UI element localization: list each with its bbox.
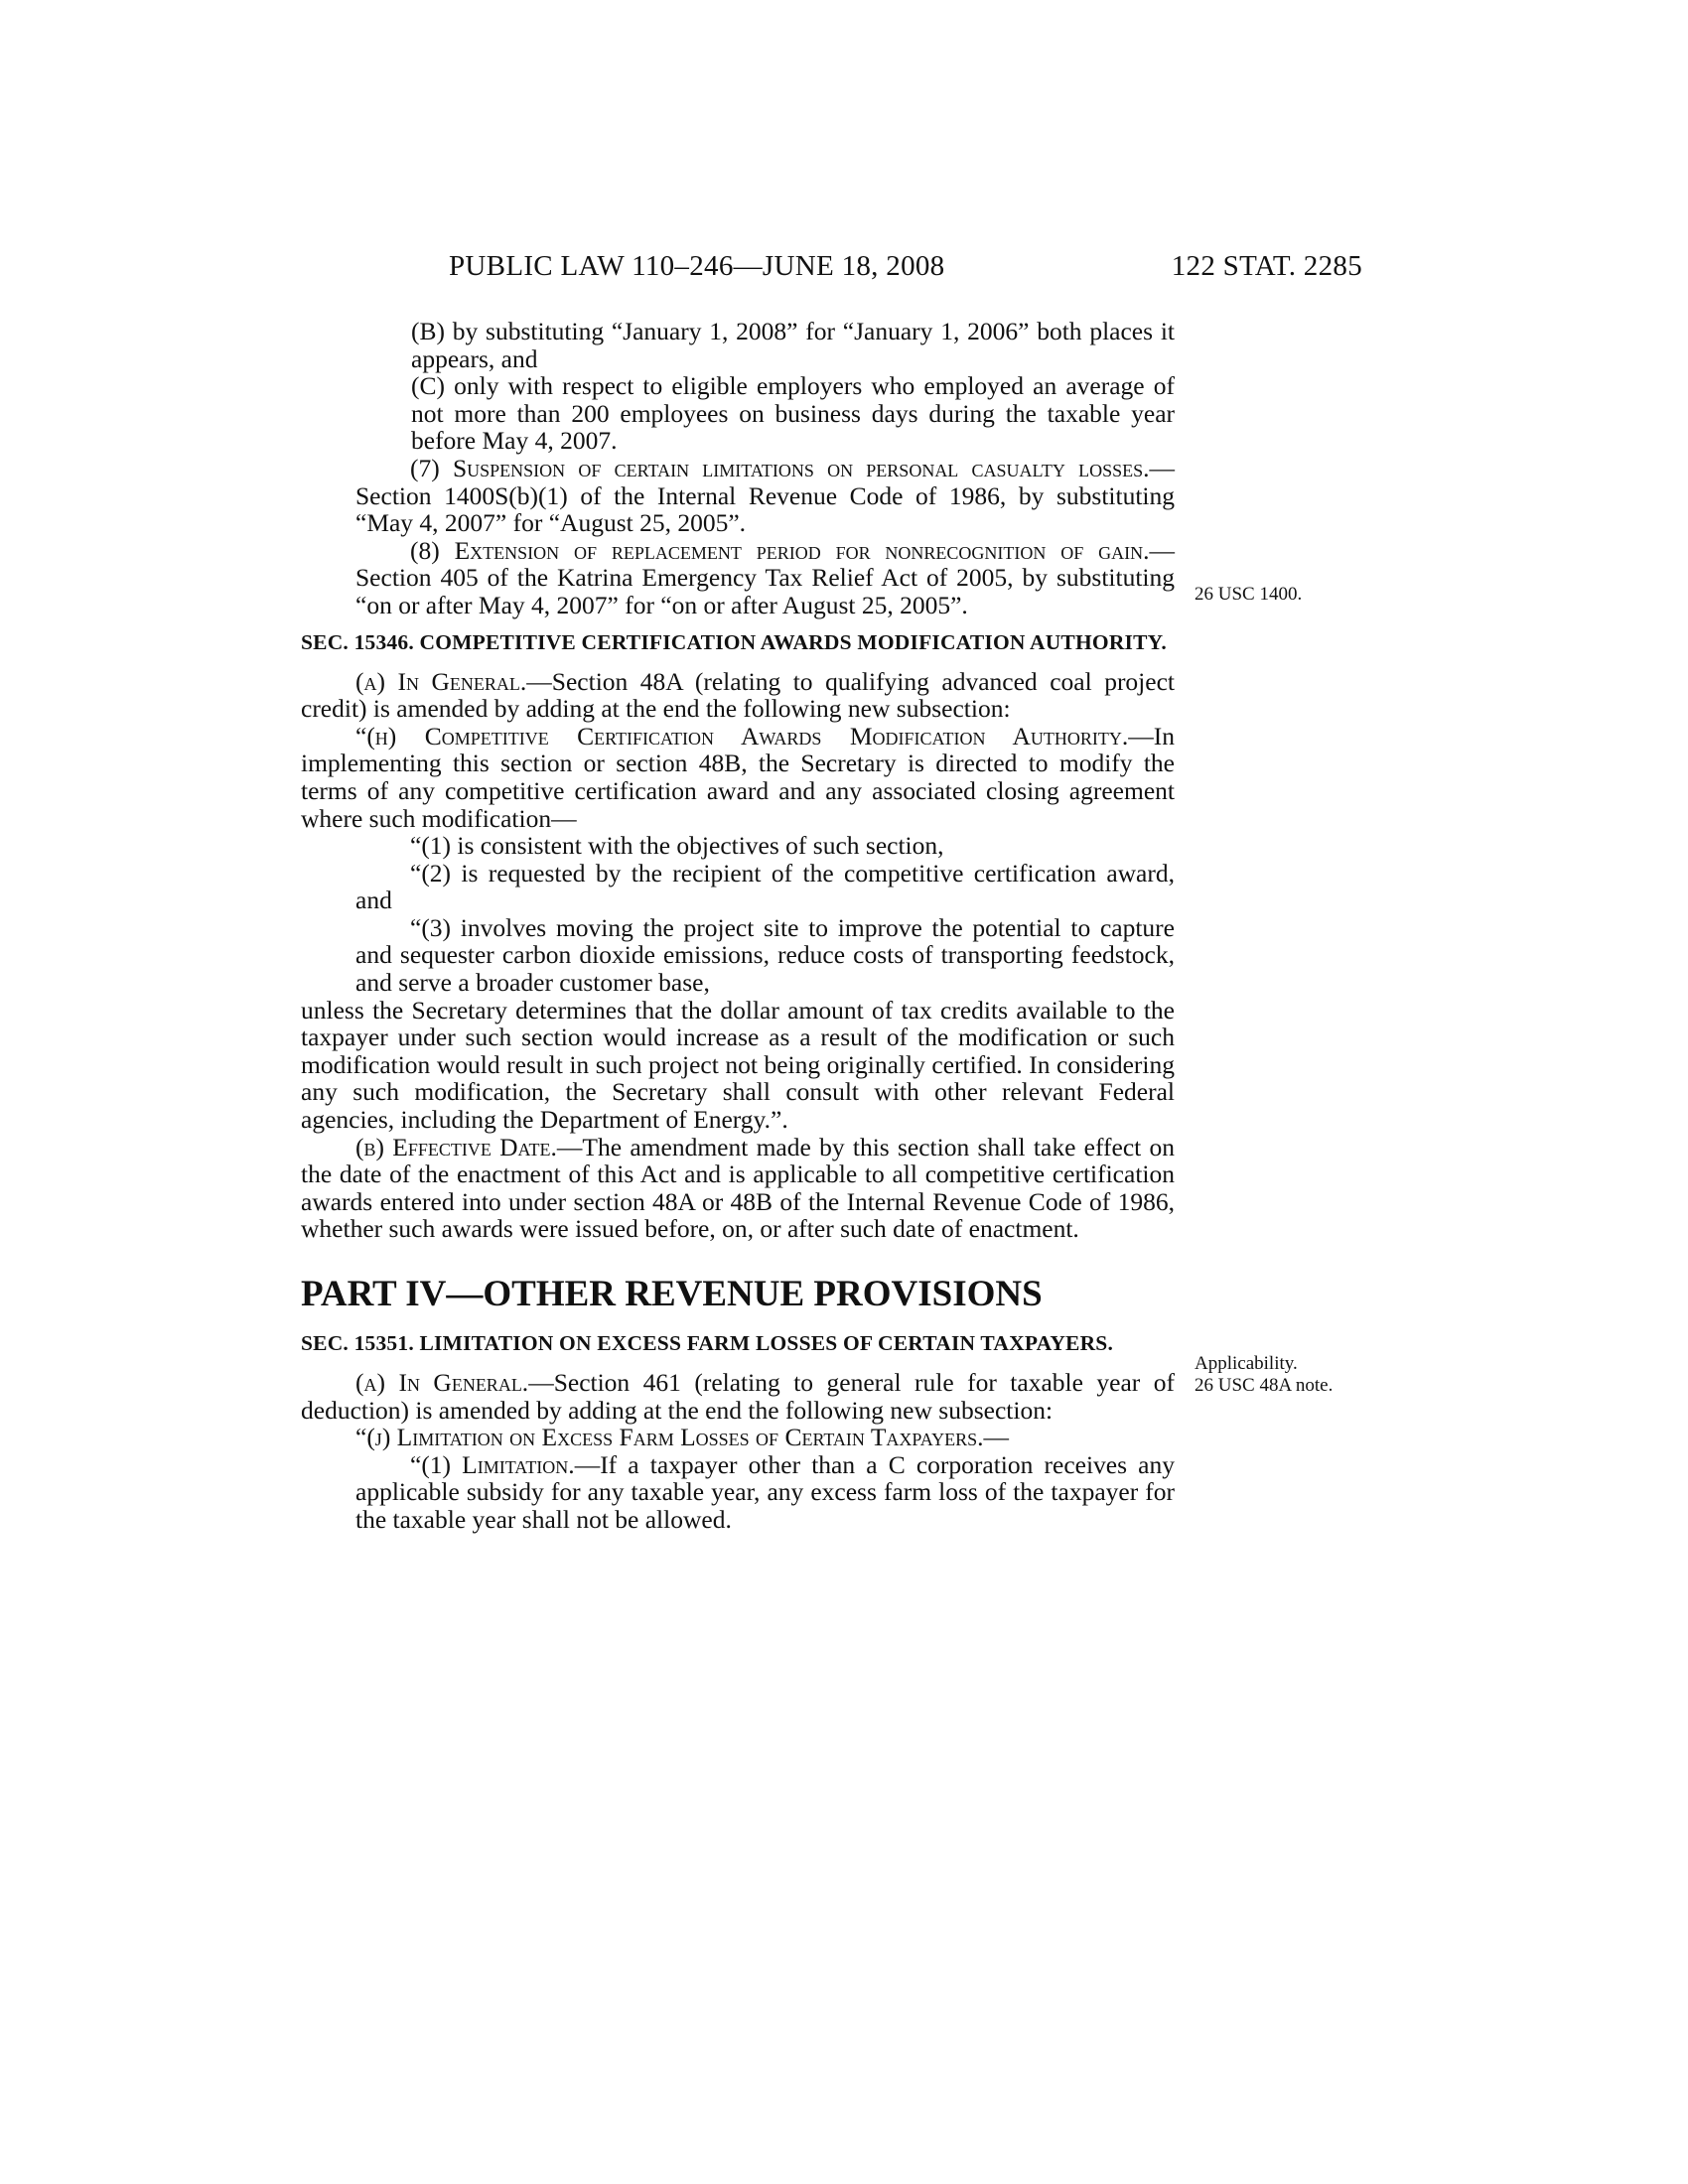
part-iv-heading: PART IV—OTHER REVENUE PROVISIONS (301, 1274, 1043, 1314)
section-15346-b (301, 1134, 1175, 1243)
subsection-h-unless: unless the Secretary determines that the dollar amount of tax credits available to the taxpayer under such section would increase as a result of the modification or such modification would result in such project not being originally certified. In considering any such modification, the Secretary shall consult with other relevant Federal agencies, including the Department of Energy.”. (301, 995, 1175, 1135)
margin-note-26-usc-1400: 26 USC 1400. (1195, 584, 1303, 605)
section-15351-a-text: —Section 461 (relating to general rule for taxable year of deduction) is amended by adding at the end the following new subsection: (301, 1368, 1175, 1425)
subsection-h-item-3: “(3) involves moving the project site to improve the potential to capture and sequester carbon dioxide emissions, reduce costs of transporting feedstock, and serve a broader customer base, (355, 912, 1175, 998)
subsection-j-item-1-heading: “(1) Limitation. (410, 1449, 575, 1479)
subsection-h-item-2: “(2) is requested by the recipient of the competitive certification award, and (355, 858, 1175, 915)
page-folio: 122 STAT. 2285 (1171, 250, 1362, 282)
section-15351-a-heading: (a) In General. (355, 1368, 529, 1397)
subsection-h-heading: “(h) Competitive Certification Awards Modification Authority. (355, 721, 1129, 751)
running-head (298, 250, 1362, 290)
running-head-title: PUBLIC LAW 110–246—JUNE 18, 2008 (449, 250, 945, 282)
paragraph-7-heading: (7) Suspension of certain limitations on personal casualty losses. (410, 453, 1150, 482)
subsection-h-text: —In implementing this section or section 48B, the Secretary is directed to modify the terms of any competitive certification award and any associated closing agreement where such modification— (301, 721, 1175, 833)
paragraph-b (411, 318, 1175, 372)
section-15346-b-text: —The amendment made by this section shall take effect on the date of the enactment of this Act and is applicable to all competitive certification awards entered into under section 48A or 48B of the Internal Revenue Code of 1986, whether such awards were issued before, on, or after such date of enactment. (301, 1132, 1176, 1244)
subsection-j-item-1-text: —If a taxpayer other than a C corporation receives any applicable subsidy for any taxable year, any excess farm loss of the taxpayer for the taxable year shall not be allowed. (355, 1449, 1175, 1534)
section-15346-a (301, 668, 1175, 723)
subsection-j-item-1 (355, 1451, 1175, 1534)
section-15346-a-heading: (a) In General. (355, 666, 527, 696)
subsection-h-item-1: “(1) is consistent with the objectives of such section, (410, 831, 944, 861)
paragraph-7-text: —Section 1400S(b)(1) of the Internal Revenue Code of 1986, by substituting “May 4, 2007” for “August 25, 2005”. (355, 453, 1175, 538)
subsection-j-heading: “(j) Limitation on Excess Farm Losses of Certain Taxpayers.— (355, 1423, 1009, 1452)
section-15346-b-heading: (b) Effective Date. (355, 1132, 557, 1161)
section-15346-heading: SEC. 15346. COMPETITIVE CERTIFICATION AWARDS MODIFICATION AUTHORITY. (301, 629, 1167, 654)
paragraph-c (411, 372, 1175, 455)
paragraph-8-text: —Section 405 of the Katrina Emergency Tax Relief Act of 2005, by substituting “on or after May 4, 2007” for “on or after August 25, 2005”. (355, 535, 1175, 619)
paragraph-7 (355, 455, 1175, 537)
paragraph-8 (355, 537, 1175, 619)
subsection-j (301, 1424, 1175, 1451)
subsection-h (301, 723, 1175, 832)
section-15346-a-text: —Section 48A (relating to qualifying advanced coal project credit) is amended by adding at the end the following new subsection: (301, 666, 1175, 724)
section-15351-heading: SEC. 15351. LIMITATION ON EXCESS FARM LOSSES OF CERTAIN TAXPAYERS. (301, 1331, 1114, 1355)
paragraph-b-text: (B) by substituting “January 1, 2008” for “January 1, 2006” both places it appears, and (411, 317, 1175, 373)
body-text (301, 318, 1175, 1534)
margin-note-26-usc-48a: 26 USC 48A note. (1195, 1375, 1334, 1396)
section-15351-a (301, 1369, 1175, 1424)
margin-note-applicability: Applicability. (1195, 1353, 1298, 1374)
paragraph-c-text: (C) only with respect to eligible employers who employed an average of not more than 200 employees on business days during the taxable year before May 4, 2007. (411, 371, 1175, 456)
paragraph-8-heading: (8) Extension of replacement period for nonrecognition of gain. (410, 535, 1150, 565)
